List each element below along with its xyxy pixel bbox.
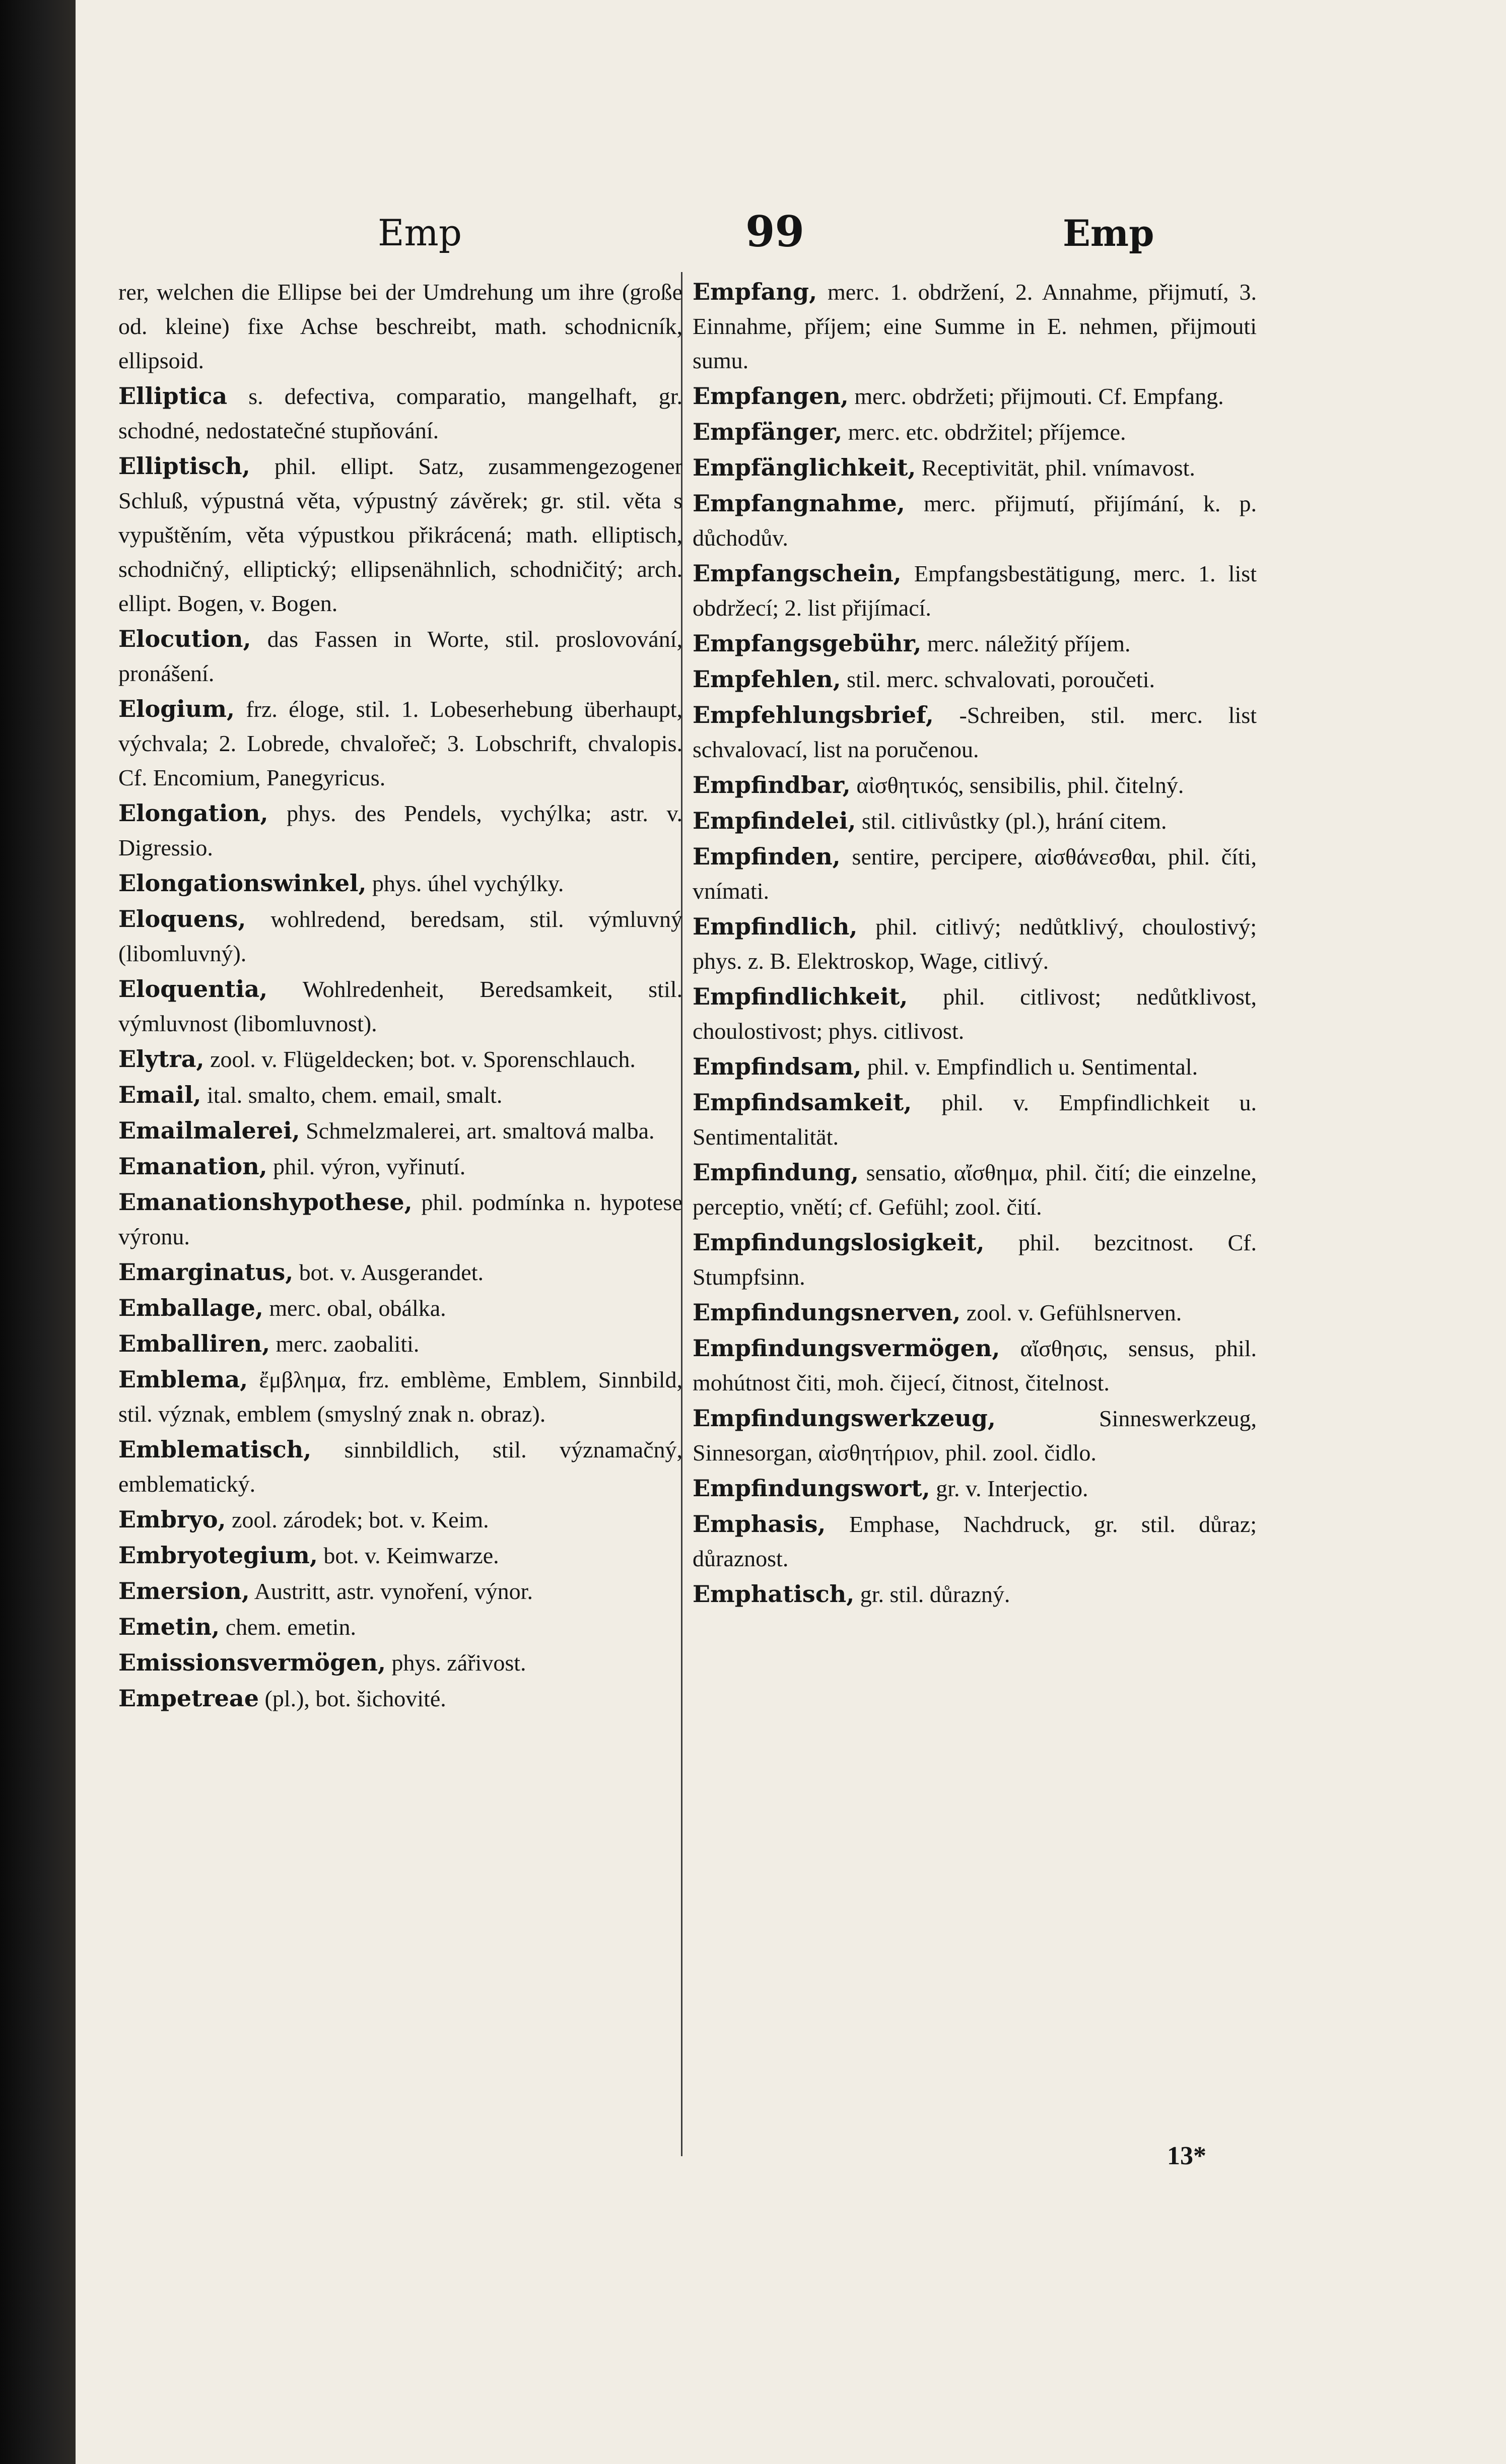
entry-definition: gr. v. Interjectio. (936, 1476, 1088, 1501)
dictionary-entry (118, 1078, 682, 1112)
entry-headword: Emballiren, (118, 1330, 270, 1357)
entry-definition: merc. etc. obdržitel; příjemce. (848, 419, 1126, 445)
entry-definition: Austritt, astr. vynoření, výnor. (254, 1578, 533, 1604)
entry-headword: Elogium, (118, 695, 235, 722)
entry-headword: Empfangsgebühr, (693, 630, 922, 657)
dictionary-entry (118, 902, 682, 971)
entry-definition: rer, welchen die Ellipse bei der Umdrehung um ihre (große od. kleine) fixe Achse beschreibt, math. schodnicník, ellipsoid. (118, 279, 682, 373)
entry-definition: phys. zářivost. (391, 1650, 526, 1676)
dictionary-entry (118, 1255, 682, 1290)
page-number: 99 (745, 207, 804, 256)
entry-headword: Embryotegium, (118, 1542, 318, 1569)
dictionary-entry (693, 1331, 1257, 1400)
entry-definition: phil. citlivost; nedůtklivost, choulostivost; phys. citlivost. (693, 984, 1257, 1044)
left-column (118, 275, 682, 1717)
entry-definition: sentire, percipere, αἰσθάνεσθαι, phil. číti, vnímati. (693, 844, 1257, 904)
entry-definition: merc. zaobaliti. (276, 1331, 420, 1357)
dictionary-entry (118, 1538, 682, 1573)
entry-definition: bot. v. Ausgerandet. (299, 1259, 484, 1285)
entry-headword: Empfindung, (693, 1159, 859, 1186)
entry-definition: αἴσθησις, sensus, phil. mohútnost čiti, moh. čijecí, čitnost, čitelnost. (693, 1336, 1257, 1395)
entry-definition: stil. citlivůstky (pl.), hrání citem. (861, 808, 1167, 834)
entry-definition: wohlredend, beredsam, stil. výmluvný (libomluvný). (118, 906, 682, 966)
entry-definition: chem. emetin. (225, 1614, 356, 1640)
entry-definition: phys. úhel vychýlky. (372, 871, 564, 896)
entry-headword: Empfindungswerkzeug, (693, 1405, 996, 1432)
entry-headword: Emanationshypothese, (118, 1188, 413, 1216)
entry-definition: das Fassen in Worte, stil. proslovování, pronášení. (118, 626, 683, 686)
entry-headword: Empfindlichkeit, (693, 983, 908, 1010)
entry-headword: Embryo, (118, 1506, 226, 1533)
dictionary-entry (693, 839, 1257, 908)
entry-headword: Elongation, (118, 800, 268, 827)
entry-headword: Elliptisch, (118, 452, 250, 480)
entry-definition: phil. výron, vyřinutí. (273, 1154, 466, 1179)
entry-headword: Eloquentia, (118, 975, 268, 1003)
entry-headword: Emblema, (118, 1366, 248, 1393)
dictionary-entry (693, 450, 1257, 485)
entry-definition: Empfangsbestätigung, merc. 1. list obdržecí; 2. list přijímací. (693, 561, 1257, 621)
dictionary-entry (118, 1610, 682, 1644)
entry-headword: Empfindlich, (693, 913, 858, 940)
dictionary-entry (118, 1042, 682, 1077)
entry-definition: phil. ellipt. Satz, zusammengezogener Schluß, výpustná věta, výpustný závěrek; gr. stil. věta s vypuštěním, věta výpustkou přikrácená; math. elliptisch, schodničný, elliptický; ellipsenähnlich, schodničitý; arch. ellipt. Bogen, v. Bogen. (118, 453, 682, 616)
entry-definition: Emphase, Nachdruck, gr. stil. důraz; důraznost. (693, 1511, 1257, 1571)
dictionary-entry (693, 1471, 1257, 1506)
entry-definition: bot. v. Keimwarze. (323, 1543, 499, 1568)
entry-headword: Emersion, (118, 1577, 250, 1605)
entry-headword: Eloquens, (118, 905, 246, 933)
entry-headword: Empfindsam, (693, 1053, 862, 1080)
entry-headword: Empfangschein, (693, 560, 902, 587)
dictionary-entry (118, 1291, 682, 1325)
dictionary-entry (118, 1645, 682, 1680)
entry-headword: Empfang, (693, 278, 817, 305)
entry-headword: Emballage, (118, 1294, 263, 1321)
entry-definition: -Schreiben, stil. merc. list schvalovací, list na poručenou. (693, 702, 1257, 762)
entry-definition: sinnbildlich, stil. významačný, emblematický. (118, 1437, 682, 1497)
entry-headword: Emanation, (118, 1153, 267, 1180)
scan-edge (0, 0, 76, 2464)
dictionary-entry (693, 1577, 1257, 1612)
entry-headword: Empfänger, (693, 418, 843, 445)
dictionary-entry (693, 1295, 1257, 1330)
entry-headword: Emarginatus, (118, 1258, 294, 1286)
entry-definition: Wohlredenheit, Beredsamkeit, stil. výmluvnost (libomluvnost). (118, 976, 683, 1036)
entry-definition: phys. des Pendels, vychýlka; astr. v. Digressio. (118, 801, 683, 860)
dictionary-entry (693, 909, 1257, 978)
entry-definition: phil. podmínka n. hypotese výronu. (118, 1189, 682, 1249)
entry-headword: Empfindbar, (693, 771, 851, 798)
header-left-catchword: Emp (378, 212, 462, 254)
entry-definition: zool. v. Gefühlsnerven. (966, 1300, 1182, 1325)
entry-definition: stil. merc. schvalovati, poroučeti. (847, 667, 1155, 692)
entry-headword: Empfindungswort, (693, 1475, 930, 1502)
entry-definition: gr. stil. důrazný. (860, 1581, 1010, 1607)
dictionary-entry (693, 768, 1257, 803)
entry-headword: Empfindungsvermögen, (693, 1335, 1000, 1362)
dictionary-entry (118, 1502, 682, 1537)
dictionary-entry (693, 1401, 1257, 1470)
entry-definition: Receptivität, phil. vnímavost. (921, 455, 1195, 481)
dictionary-entry (693, 1049, 1257, 1084)
entry-headword: Emetin, (118, 1613, 220, 1640)
entry-headword: Emailmalerei, (118, 1117, 300, 1144)
dictionary-entry (118, 622, 682, 691)
entry-headword: Empfehlen, (693, 665, 841, 693)
entry-definition: merc. obal, obálka. (269, 1295, 446, 1321)
dictionary-entry (118, 1574, 682, 1609)
dictionary-entry (693, 626, 1257, 661)
entry-definition: phil. citlivý; nedůtklivý, choulostivý; phys. z. B. Elektroskop, Wage, citlivý. (693, 914, 1257, 974)
entry-definition: (pl.), bot. šichovité. (264, 1686, 446, 1711)
dictionary-entry (693, 486, 1257, 555)
entry-definition: ἔμβλημα, frz. emblème, Emblem, Sinnbild, stil. význak, emblem (smyslný znak n. obraz). (118, 1367, 683, 1427)
entry-definition: sensatio, αἴσθημα, phil. čití; die einzelne, perceptio, vnětí; cf. Gefühl; zool. čití. (693, 1160, 1257, 1220)
entry-headword: Email, (118, 1081, 201, 1108)
entry-headword: Empfangen, (693, 382, 849, 410)
dictionary-entry (693, 1085, 1257, 1154)
entry-definition: merc. 1. obdržení, 2. Annahme, přijmutí, 3. Einnahme, příjem; eine Summe in E. nehmen, přijmouti sumu. (693, 279, 1257, 373)
dictionary-entry (118, 379, 682, 448)
entry-definition: αἰσθητικός, sensibilis, phil. čitelný. (856, 772, 1184, 798)
entry-headword: Emphasis, (693, 1510, 826, 1538)
entry-definition: Sinneswerkzeug, Sinnesorgan, αἰσθητήριον, phil. zool. čidlo. (693, 1406, 1257, 1466)
entry-headword: Empfinden, (693, 843, 841, 870)
entry-definition: phil. bezcitnost. Cf. Stumpfsinn. (693, 1230, 1257, 1290)
entry-headword: Elytra, (118, 1045, 204, 1073)
entry-definition: phil. v. Empfindlichkeit u. Sentimentalität. (693, 1090, 1257, 1150)
entry-headword: Empfehlungsbrief, (693, 701, 934, 728)
dictionary-entry (118, 1149, 682, 1184)
signature-mark: 13* (1167, 2142, 1206, 2170)
dictionary-entry (118, 1681, 682, 1716)
dictionary-entry (693, 379, 1257, 414)
entry-headword: Elongationswinkel, (118, 870, 367, 897)
dictionary-entry (693, 415, 1257, 449)
dictionary-entry (693, 804, 1257, 838)
dictionary-entry (693, 275, 1257, 378)
entry-definition: zool. v. Flügeldecken; bot. v. Sporenschlauch. (210, 1046, 636, 1072)
page-header (116, 202, 1390, 257)
entry-definition: merc. přijmutí, přijímání, k. p. důchodův. (693, 491, 1257, 551)
entry-headword: Emissionsvermögen, (118, 1649, 386, 1676)
header-right-catchword: Emp (1063, 212, 1154, 254)
dictionary-entry (118, 972, 682, 1041)
dictionary-entry (118, 1432, 682, 1501)
dictionary-entry (118, 796, 682, 865)
entry-headword: Elocution, (118, 625, 251, 652)
dictionary-entry (693, 556, 1257, 625)
entry-definition: s. defectiva, comparatio, mangelhaft, gr. schodné, nedostatečné stupňování. (118, 383, 682, 443)
dictionary-entry (693, 1507, 1257, 1576)
dictionary-entry (118, 449, 682, 621)
right-column (693, 275, 1257, 1613)
entry-headword: Empfangnahme, (693, 490, 905, 517)
dictionary-entry (118, 1185, 682, 1254)
dictionary-entry (693, 979, 1257, 1048)
dictionary-entry (118, 1362, 682, 1431)
entry-definition: phil. v. Empfindlich u. Sentimental. (867, 1054, 1198, 1080)
entry-definition: frz. éloge, stil. 1. Lobeserhebung überhaupt, výchvala; 2. Lobrede, chvalořeč; 3. Lobschrift, chvalopis. Cf. Encomium, Panegyricus. (118, 696, 683, 790)
entry-headword: Emphatisch, (693, 1580, 855, 1608)
entry-headword: Empfindelei, (693, 807, 856, 834)
entry-definition: zool. zárodek; bot. v. Keim. (232, 1507, 489, 1533)
entry-headword: Empetreae (118, 1685, 259, 1712)
dictionary-entry (693, 1155, 1257, 1224)
dictionary-entry (118, 1326, 682, 1361)
dictionary-entry (118, 275, 682, 378)
entry-definition: ital. smalto, chem. email, smalt. (207, 1082, 503, 1108)
entry-definition: merc. obdržeti; přijmouti. Cf. Empfang. (854, 383, 1224, 409)
dictionary-entry (118, 692, 682, 795)
entry-headword: Emblematisch, (118, 1436, 312, 1463)
entry-headword: Empfänglichkeit, (693, 454, 916, 481)
entry-headword: Elliptica (118, 382, 228, 410)
dictionary-entry (118, 1113, 682, 1148)
dictionary-entry (693, 698, 1257, 767)
dictionary-entry (118, 866, 682, 901)
entry-headword: Empfindsamkeit, (693, 1089, 912, 1116)
dictionary-entry (693, 1225, 1257, 1294)
entry-headword: Empfindungslosigkeit, (693, 1229, 985, 1256)
dictionary-entry (693, 662, 1257, 697)
entry-definition: merc. náležitý příjem. (927, 631, 1131, 656)
entry-definition: Schmelzmalerei, art. smaltová malba. (306, 1118, 655, 1144)
entry-headword: Empfindungsnerven, (693, 1299, 961, 1326)
